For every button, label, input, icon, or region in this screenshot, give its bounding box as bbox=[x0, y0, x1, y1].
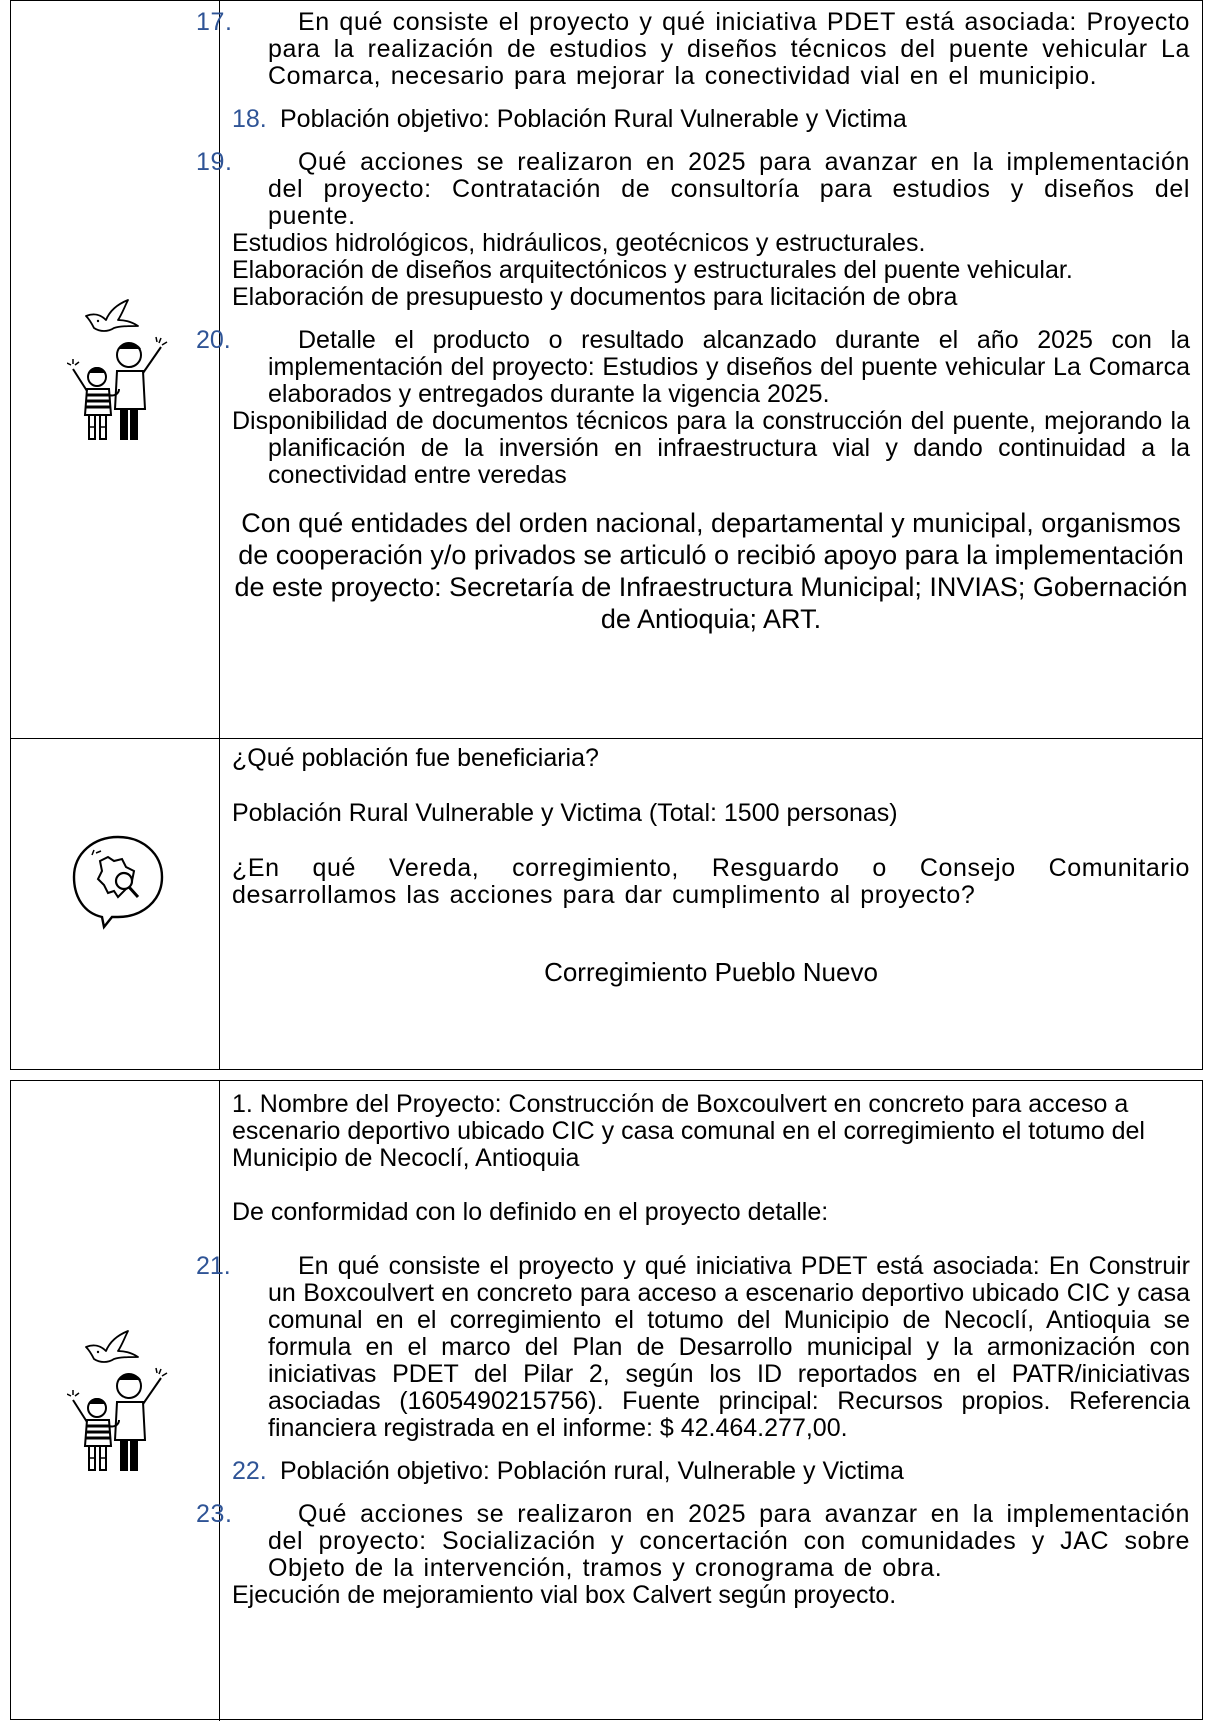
actions-row bbox=[11, 1, 1202, 739]
item-number: 17. bbox=[196, 8, 233, 36]
item-18 bbox=[232, 106, 1190, 133]
dove-icon bbox=[82, 1325, 142, 1365]
item-number: 21. bbox=[196, 1252, 231, 1280]
actions-content bbox=[196, 1, 1202, 738]
item-17 bbox=[196, 8, 1190, 90]
beneficiaries-content bbox=[220, 739, 1202, 1069]
dove-icon bbox=[82, 294, 142, 334]
project-intro: De conformidad con lo definido en el proyecto detalle: bbox=[232, 1198, 829, 1226]
project-table-2 bbox=[10, 1080, 1203, 1720]
project-table-1 bbox=[10, 0, 1203, 1070]
action-line: Elaboración de presupuesto y documentos para licitación de obra bbox=[232, 283, 958, 311]
item-number: 20. bbox=[196, 326, 231, 354]
item-text: Detalle el producto o resultado alcanzado durante el año 2025 con la implementación del proyecto: Estudios y diseños del puente vehicular La Comarca elaborados y entregados durante la vigencia 2025. bbox=[268, 326, 1190, 408]
item-number: 18. bbox=[232, 105, 267, 133]
action-line: Ejecución de mejoramiento vial box Calvert según proyecto. bbox=[232, 1581, 897, 1609]
entities-paragraph: Con qué entidades del orden nacional, departamental y municipal, organismos de cooperación y/o privados se articuló o recibió apoyo para la implementación de este proyecto: Secretaría de Infraestructura Municipal; INVIAS; Gobernación de Antioquia; ART. bbox=[234, 508, 1188, 634]
item-text: Población objetivo: Población rural, Vulnerable y Victima bbox=[280, 1457, 904, 1485]
result-line: Disponibilidad de documentos técnicos para la construcción del puente, mejorando la planificación de la inversión en infraestructura vial y dando continuidad a la conectividad entre veredas bbox=[232, 407, 1190, 489]
item-21 bbox=[196, 1252, 1190, 1442]
children-waving-icon bbox=[67, 1366, 177, 1476]
item-number: 19. bbox=[196, 148, 233, 176]
project-name: 1. Nombre del Proyecto: Construcción de Boxcoulvert en concreto para acceso a escenario deportivo ubicado CIC y casa comunal en el corregimiento el totumo del Municipio de Necoclí, Antioquia bbox=[232, 1090, 1145, 1172]
icon-column bbox=[11, 1, 220, 738]
action-line: Estudios hidrológicos, hidráulicos, geotécnicos y estructurales. bbox=[232, 229, 926, 257]
item-text: Qué acciones se realizaron en 2025 para avanzar en la implementación del proyecto: Socialización y concertación con comunidades y JAC sobre Objeto de la intervención, tramos y cronograma de obra. bbox=[268, 1500, 1190, 1582]
item-number: 22. bbox=[232, 1457, 267, 1485]
item-number: 23. bbox=[196, 1500, 233, 1528]
item-text: En qué consiste el proyecto y qué iniciativa PDET está asociada: En Construir un Boxcoulvert en concreto para acceso a escenario deportivo ubicado CIC y casa comunal en el corregimiento el totumo del Municipio de Necoclí, Antioquia se formula en el marco del Plan de Desarrollo municipal y la armonización con iniciativas PDET del Pilar 2, según los ID reportados en el PATR/iniciativas asociadas (1605490215756). Fuente principal: Recursos propios. Referencia financiera registrada en el informe: $ 42.464.277,00. bbox=[268, 1252, 1190, 1442]
location-question: ¿En qué Vereda, corregimiento, Resguardo o Consejo Comunitario desarrollamos las acciones para dar cumplimento al proyecto? bbox=[232, 854, 1190, 909]
icon-column bbox=[11, 739, 220, 1069]
item-19 bbox=[196, 148, 1190, 230]
beneficiaries-question: ¿Qué población fue beneficiaria? bbox=[232, 744, 599, 772]
item-text: Qué acciones se realizaron en 2025 para avanzar en la implementación del proyecto: Contratación de consultoría para estudios y diseños del puente. bbox=[268, 148, 1190, 230]
item-text: En qué consiste el proyecto y qué iniciativa PDET está asociada: Proyecto para la realización de estudios y diseños técnicos del puente vehicular La Comarca, necesario para mejorar la conectividad vial en el municipio. bbox=[268, 8, 1190, 90]
map-search-bubble-icon bbox=[68, 831, 168, 931]
children-waving-icon bbox=[67, 335, 177, 445]
project-content bbox=[196, 1081, 1202, 1721]
icon-column bbox=[11, 1081, 220, 1721]
action-line: Elaboración de diseños arquitectónicos y estructurales del puente vehicular. bbox=[232, 256, 1073, 284]
project-row bbox=[11, 1081, 1202, 1721]
item-22 bbox=[232, 1458, 1190, 1485]
location-answer: Corregimiento Pueblo Nuevo bbox=[544, 957, 878, 987]
item-23 bbox=[196, 1500, 1190, 1582]
item-text: Población objetivo: Población Rural Vulnerable y Victima bbox=[280, 105, 907, 133]
beneficiaries-row bbox=[11, 739, 1202, 1069]
beneficiaries-answer: Población Rural Vulnerable y Victima (Total: 1500 personas) bbox=[232, 799, 898, 827]
item-20 bbox=[196, 326, 1190, 408]
